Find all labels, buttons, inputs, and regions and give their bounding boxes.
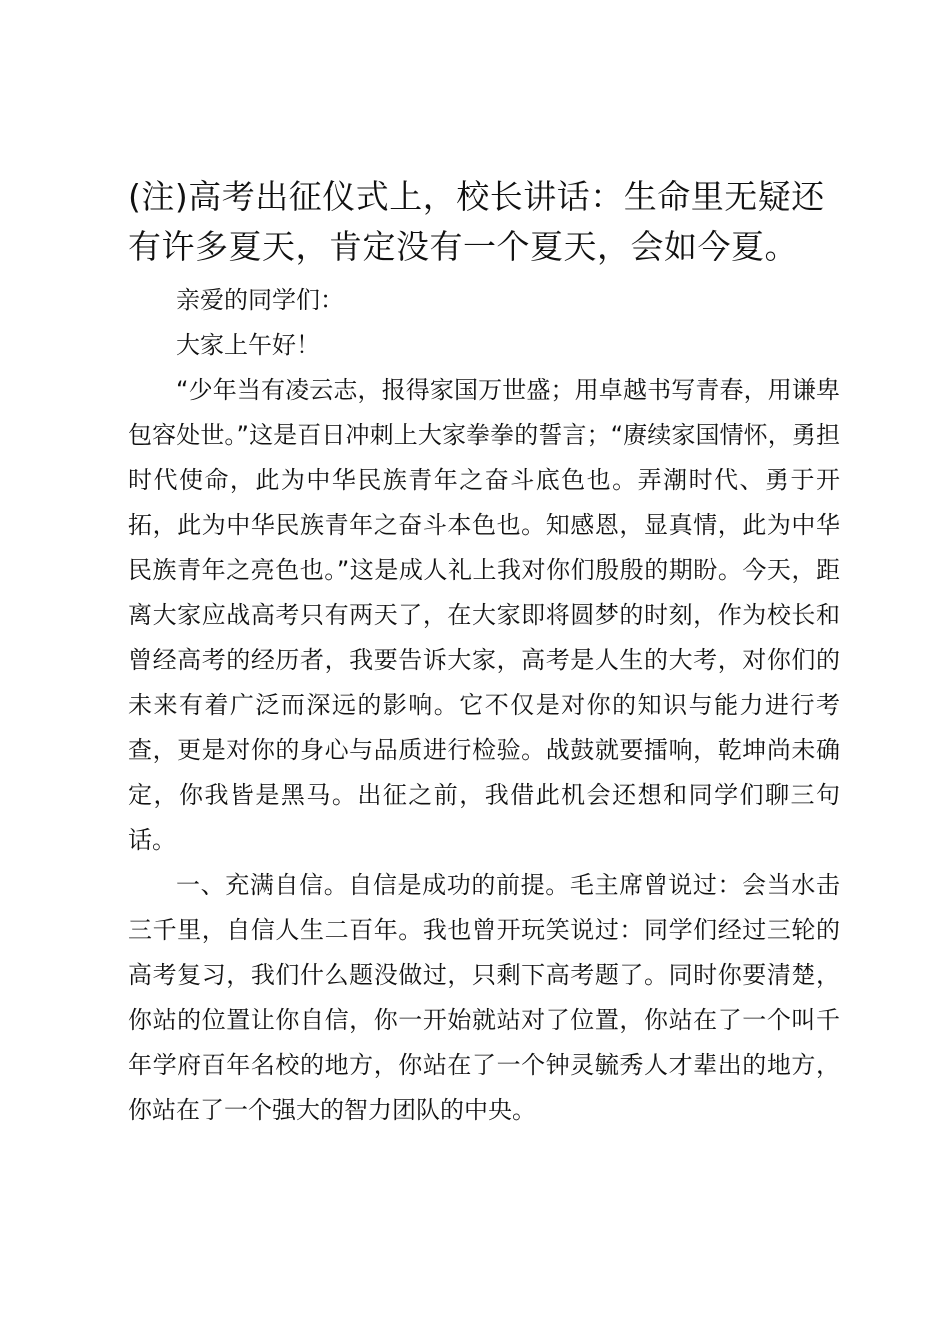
document-body: [128, 278, 840, 1133]
paragraph-salutation: 亲爱的同学们：: [176, 286, 344, 314]
paragraph-greeting: 大家上午好！: [176, 331, 320, 359]
paragraph-point-one: 一、充满自信。自信是成功的前提。毛主席曾说过：会当水击三千里，自信人生二百年。我也曾开玩笑说过：同学们经过三轮的高考复习，我们什么题没做过，只剩下高考题了。同时你要清楚，你站的位置让你自信，你一开始就站对了位置，你站在了一个叫千年学府百年名校的地方，你站在了一个钟灵毓秀人才辈出的地方，你站在了一个强大的智力团队的中央。: [128, 871, 840, 1124]
paragraph-intro: “少年当有凌云志，报得家国万世盛；用卓越书写青春，用谦卑包容处世。”这是百日冲刺上大家拳拳的誓言；“赓续家国情怀，勇担时代使命，此为中华民族青年之奋斗底色也。弄潮时代、勇于开拓，此为中华民族青年之奋斗本色也。知感恩，显真情，此为中华民族青年之亮色也。”这是成人礼上我对你们殷殷的期盼。今天，距离大家应战高考只有两天了，在大家即将圆梦的时刻，作为校长和曾经高考的经历者，我要告诉大家，高考是人生的大考，对你们的未来有着广泛而深远的影响。它不仅是对你的知识与能力进行考查，更是对你的身心与品质进行检验。战鼓就要擂响，乾坤尚未确定，你我皆是黑马。出征之前，我借此机会还想和同学们聊三句话。: [128, 376, 840, 854]
document-title: (注)高考出征仪式上，校长讲话：生命里无疑还有许多夏天，肯定没有一个夏天，会如今夏。: [128, 177, 825, 266]
